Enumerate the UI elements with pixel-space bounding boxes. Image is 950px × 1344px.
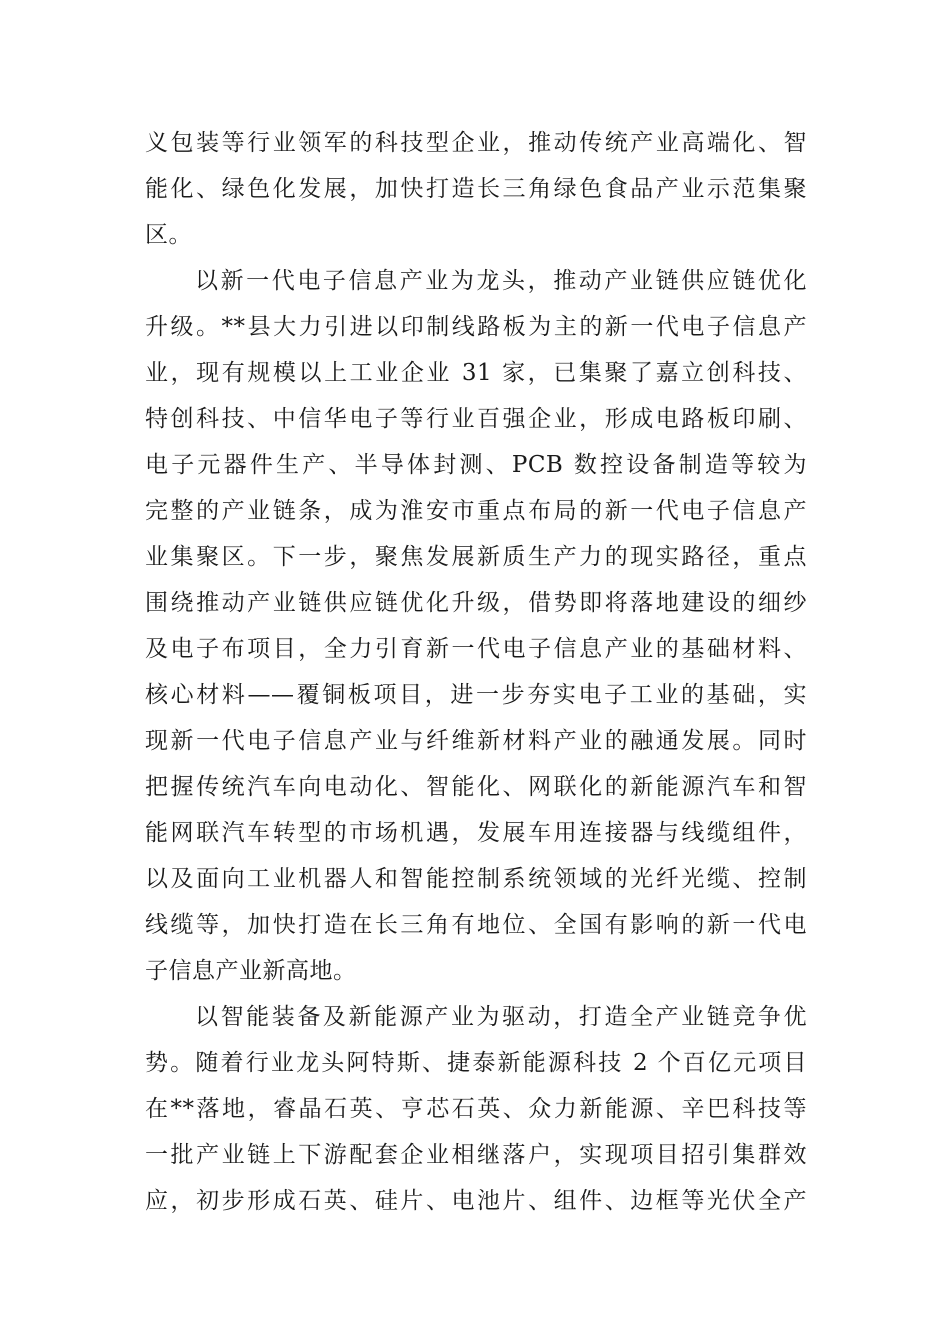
- text-line: 电子元器件生产、半导体封测、PCB 数控设备制造等较为: [145, 452, 807, 478]
- paragraph-1: [145, 120, 807, 258]
- text-line: 现新一代电子信息产业与纤维新材料产业的融通发展。同时: [145, 728, 807, 754]
- text-line: 以新一代电子信息产业为龙头，推动产业链供应链优化: [195, 268, 807, 294]
- text-line: 业集聚区。下一步，聚焦发展新质生产力的现实路径，重点: [145, 544, 807, 570]
- paragraph-3: [145, 994, 807, 1224]
- text-line: 完整的产业链条，成为淮安市重点布局的新一代电子信息产: [145, 498, 807, 524]
- paragraph-2: [145, 258, 807, 994]
- text-line: 把握传统汽车向电动化、智能化、网联化的新能源汽车和智: [145, 774, 807, 800]
- text-line: 特创科技、中信华电子等行业百强企业，形成电路板印刷、: [145, 406, 807, 432]
- text-line: 能化、绿色化发展，加快打造长三角绿色食品产业示范集聚: [145, 176, 807, 202]
- text-line: 核心材料——覆铜板项目，进一步夯实电子工业的基础，实: [145, 682, 807, 708]
- text-line: 势。随着行业龙头阿特斯、捷泰新能源科技 2 个百亿元项目: [145, 1050, 807, 1076]
- text-line: 一批产业链上下游配套企业相继落户，实现项目招引集群效: [145, 1142, 807, 1168]
- text-line: 区。: [145, 222, 192, 248]
- text-line: 在**落地，睿晶石英、亨芯石英、众力新能源、辛巴科技等: [145, 1096, 807, 1122]
- text-line: 围绕推动产业链供应链优化升级，借势即将落地建设的细纱: [145, 590, 807, 616]
- text-line: 业，现有规模以上工业企业 31 家，已集聚了嘉立创科技、: [145, 360, 807, 386]
- text-line: 能网联汽车转型的市场机遇，发展车用连接器与线缆组件，: [145, 820, 807, 846]
- text-line: 应，初步形成石英、硅片、电池片、组件、边框等光伏全产: [145, 1188, 807, 1214]
- text-line: 升级。**县大力引进以印制线路板为主的新一代电子信息产: [145, 314, 807, 340]
- text-line: 义包装等行业领军的科技型企业，推动传统产业高端化、智: [145, 130, 807, 156]
- text-line: 子信息产业新高地。: [145, 958, 357, 984]
- text-line: 以及面向工业机器人和智能控制系统领域的光纤光缆、控制: [145, 866, 807, 892]
- text-line: 以智能装备及新能源产业为驱动，打造全产业链竞争优: [195, 1004, 807, 1030]
- document-body: [145, 120, 807, 1224]
- text-line: 及电子布项目，全力引育新一代电子信息产业的基础材料、: [145, 636, 807, 662]
- text-line: 线缆等，加快打造在长三角有地位、全国有影响的新一代电: [145, 912, 807, 938]
